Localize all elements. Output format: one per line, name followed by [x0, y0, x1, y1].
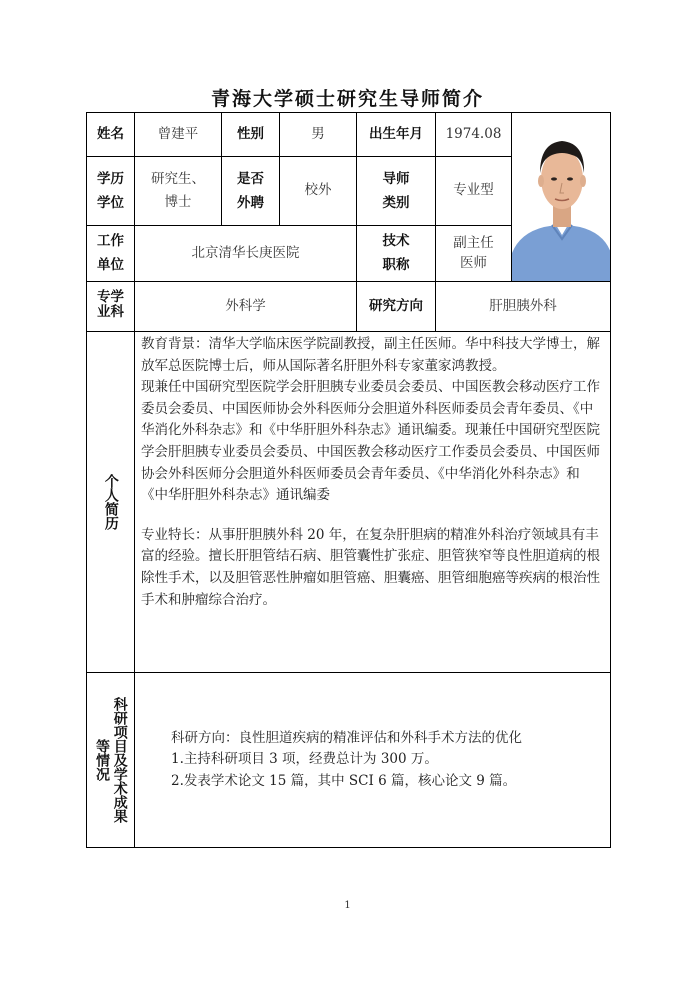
birth-label: 出生年月	[357, 113, 436, 157]
gender-label: 性别	[222, 113, 280, 157]
external-label	[222, 157, 280, 225]
research-label-cell	[87, 673, 135, 848]
page-number: 1	[344, 900, 351, 911]
tech-title-line2: 医师	[460, 255, 487, 272]
work-unit-label-text: 工作单位	[97, 233, 124, 274]
photo-cell	[512, 113, 611, 282]
profile-table	[86, 112, 611, 848]
resume-label: 个人简历	[102, 474, 119, 530]
research-papers-line: 2.发表学术论文 15 篇，其中 SCI 6 篇，核心论文 9 篇。	[171, 772, 517, 789]
education-label	[87, 157, 135, 225]
research-projects-line: 1.主持科研项目 3 项，经费总计为 300 万。	[171, 751, 438, 768]
supervisor-type-label-text: 导师类别	[382, 170, 410, 211]
work-unit-label	[87, 225, 135, 281]
external-label-text: 是否外聘	[237, 170, 264, 211]
resume-content	[135, 332, 611, 673]
document-title: 青海大学硕士研究生导师简介	[210, 88, 484, 110]
tech-title-line1: 副主任	[453, 235, 494, 252]
supervisor-type-label	[357, 157, 436, 225]
education-value	[135, 157, 222, 225]
supervisor-type-value: 专业型	[436, 157, 512, 225]
gender-value: 男	[280, 113, 357, 157]
discipline-label	[87, 282, 135, 332]
external-value: 校外	[280, 157, 357, 225]
discipline-value: 外科学	[135, 282, 357, 332]
research-direction-line: 科研方向：良性胆道疾病的精准评估和外科手术方法的优化	[171, 729, 522, 746]
tech-title-label-text: 技术职称	[382, 233, 410, 274]
research-direction-value: 肝胆胰外科	[436, 282, 611, 332]
research-label-sub: 等情况	[94, 739, 110, 781]
resume-positions: 现兼任中国研究型医院学会肝胆胰专业委员会委员、中国医教会移动医疗工作委员会委员、中国医师协会外科医师分会胆道外科医师委员会青年委员、《中华消化外科杂志》和《中华肝胆外科杂志》通讯编委。现兼任中国研究型医院学会肝胆胰专业委员会委员、中国医教会移动医疗工作委员会委员、中国医师协会外科医师分会胆道外科医师委员会青年委员、《中华消化外科杂志》和《中华肝胆外科杂志》通讯编委	[141, 379, 600, 504]
education-label-text: 学历学位	[96, 170, 124, 211]
tech-title-label	[357, 225, 436, 281]
education-value-line2: 博士	[164, 193, 192, 210]
work-unit-value: 北京清华长庚医院	[135, 225, 357, 281]
tech-title-value	[436, 225, 512, 281]
research-label: 科研项目及学术成果	[111, 697, 128, 823]
discipline-label-text: 专学业科	[97, 288, 124, 320]
education-value-line1: 研究生、	[151, 171, 205, 187]
portrait-photo	[512, 113, 610, 281]
name-label: 姓名	[87, 113, 135, 157]
research-content	[135, 673, 611, 848]
research-direction-label: 研究方向	[357, 282, 436, 332]
resume-expertise: 专业特长：从事肝胆胰外科 20 年，在复杂肝胆病的精准外科治疗领域具有丰富的经验。擅长肝胆管结石病、胆管囊性扩张症、胆管狭窄等良性胆道病的根除性手术，以及胆管恶性肿瘤如胆管癌、胆囊癌、胆管细胞癌等疾病的根治性手术和肿瘤综合治疗。	[141, 526, 600, 608]
resume-label-cell	[87, 332, 135, 673]
birth-value: 1974.08	[436, 113, 512, 157]
name-value: 曾建平	[135, 113, 222, 157]
resume-education: 教育背景：清华大学临床医学院副教授，副主任医师。华中科技大学博士，解放军总医院博士后，师从国际著名肝胆外科专家董家鸿教授。	[141, 336, 600, 374]
